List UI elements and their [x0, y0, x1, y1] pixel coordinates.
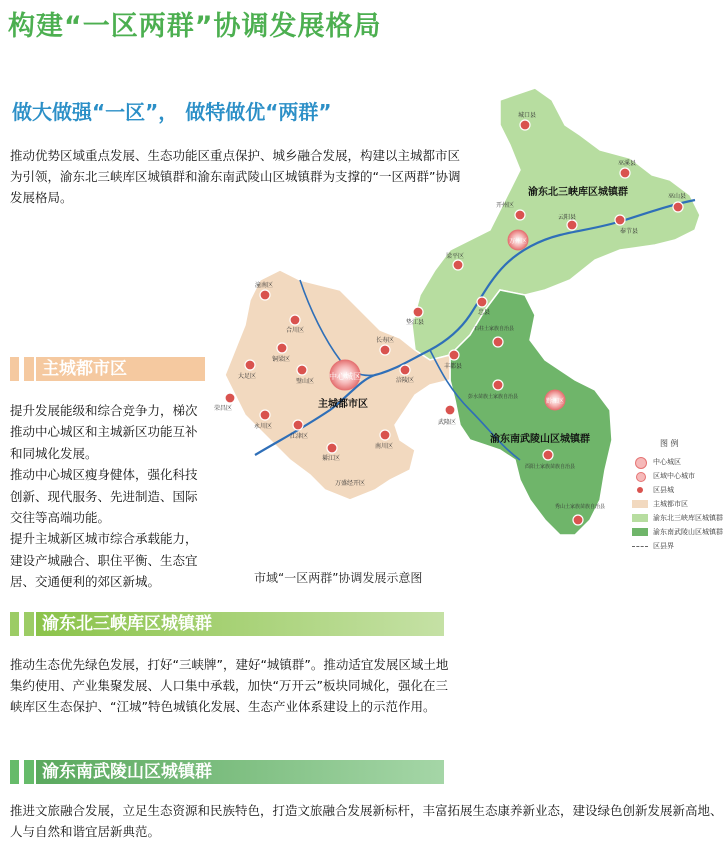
fengjie-marker: [615, 215, 625, 225]
legend-main-swatch: [632, 500, 648, 508]
legend-county-symbol: [632, 486, 648, 494]
legend-southeast-swatch: [632, 528, 648, 536]
wushan-marker: [673, 202, 683, 212]
heading-notch: [24, 612, 34, 636]
section-heading-southeast: [10, 760, 444, 784]
youyang-marker: [543, 450, 553, 460]
kaizhou-label: 开州区: [496, 203, 515, 209]
legend-center-symbol: [632, 458, 648, 466]
legend-label: 主城都市区: [653, 500, 688, 508]
yongchuan-marker: [260, 410, 270, 420]
tongliang-marker: [277, 343, 287, 353]
northeast-region-shape: [412, 88, 700, 360]
rongchang-marker: [225, 393, 235, 403]
wansheng-label: 万盛经开区: [335, 481, 366, 487]
hechuan-marker: [290, 315, 300, 325]
main-line-1: 提升发展能级和综合竞争力，梯次推动中心城区和主城新区功能互补和同城化发展。: [10, 403, 198, 461]
wushan-label: 巫山县: [668, 194, 687, 200]
tongnan-label: 潼南区: [255, 283, 274, 289]
heading-text: 渝东南武陵山区城镇群: [36, 760, 444, 784]
wulong-label: 武隆区: [438, 420, 457, 426]
dianjiang-marker: [413, 307, 423, 317]
page-title: 构建“一区两群”协调发展格局: [8, 11, 382, 42]
yunyang-label: 云阳县: [558, 215, 577, 221]
liangping-label: 梁平区: [446, 254, 465, 260]
shizhu-marker: [493, 337, 503, 347]
wuxi-marker: [620, 168, 630, 178]
legend-item-southeast: [632, 525, 727, 539]
dianjiang-label: 垫江县: [406, 320, 425, 326]
wulong-marker: [445, 405, 455, 415]
tongnan-marker: [260, 290, 270, 300]
nanchuan-label: 南川区: [375, 444, 394, 450]
changshou-marker: [380, 345, 390, 355]
heading-notch: [24, 760, 34, 784]
pengshui-label: 彭水苗族土家族自治县: [468, 394, 519, 400]
zhongxian-label: 忠县: [478, 310, 491, 316]
section-heading-northeast: [10, 612, 444, 636]
qijiang-label: 綦江区: [322, 456, 341, 462]
legend-label: 区县界: [653, 542, 674, 550]
dazu-label: 大足区: [238, 374, 257, 380]
legend-label: 渝东南武陵山区城镇群: [653, 528, 723, 536]
wanzhou-label: 万州区: [508, 239, 528, 245]
legend-item-center: [632, 455, 727, 469]
xiushan-marker: [573, 515, 583, 525]
heading-text: 渝东北三峡库区城镇群: [36, 612, 444, 636]
map-caption: 市域“一区两群”协调发展示意图: [254, 571, 423, 585]
fuling-marker: [400, 365, 410, 375]
chengkou-label: 城口县: [518, 113, 537, 119]
legend-label: 中心城区: [653, 458, 681, 466]
section-heading-main: [10, 357, 205, 381]
nanchuan-marker: [380, 430, 390, 440]
pengshui-marker: [493, 380, 503, 390]
legend-boundary-symbol: [632, 542, 648, 550]
rongchang-label: 荣昌区: [214, 406, 233, 412]
chengkou-marker: [520, 120, 530, 130]
qianjiang-label: 黔江区: [545, 399, 565, 405]
changshou-label: 长寿区: [376, 338, 395, 344]
dazu-marker: [245, 360, 255, 370]
northeast-region-label: 渝东北三峡库区城镇群: [528, 187, 628, 198]
section-main-body: [10, 400, 200, 593]
liangping-marker: [453, 260, 463, 270]
map-legend: [632, 438, 727, 553]
heading-bar: [10, 760, 19, 784]
jiangjin-marker: [293, 420, 303, 430]
legend-item-boundary: [632, 539, 727, 553]
kaizhou-marker: [515, 210, 525, 220]
legend-item-northeast: [632, 511, 727, 525]
section-southeast-body: 推进文旅融合发展，立足生态资源和民族特色，打造文旅融合发展新标杆，丰富拓展生态康养新业态，建设绿色创新发展新高地、人与自然和谐宜居新典范。: [10, 803, 723, 839]
heading-text: 主城都市区: [36, 357, 205, 381]
intro-paragraph: 推动优势区域重点发展、生态功能区重点保护、城乡融合发展，构建以主城都市区为引领，渝东北三峡库区城镇群和渝东南武陵山区城镇群为支撑的“一区两群”协调发展格局。: [10, 148, 461, 205]
fengdu-label: 丰都县: [444, 364, 463, 370]
wuxi-label: 巫溪县: [618, 161, 637, 167]
main-line-2: 推动中心城区瘦身健体，强化科技创新、现代服务、先进制造、国际交往等高端功能。: [10, 467, 198, 526]
yongchuan-label: 永川区: [254, 424, 273, 430]
legend-regional-symbol: [632, 472, 648, 480]
qijiang-marker: [327, 443, 337, 453]
heading-notch: [24, 357, 34, 381]
zhongxian-marker: [477, 297, 487, 307]
section-northeast-body: 推动生态优先绿色发展，打好“三峡牌”，建好“城镇群”。推动适宜发展区域土地集约使用、产业集聚发展、人口集中承载，加快“万开云”板块同城化，强化在三峡库区生态保护、“江城”特色城镇化发展、生态产业体系建设上的示范作用。: [10, 657, 449, 714]
fuling-label: 涪陵区: [396, 378, 415, 384]
legend-label: 渝东北三峡库区城镇群: [653, 514, 723, 522]
yunyang-marker: [567, 220, 577, 230]
fengdu-marker: [449, 350, 459, 360]
bishan-marker: [297, 365, 307, 375]
xiushan-label: 秀山土家族苗族自治县: [555, 504, 606, 510]
main-region-label: 主城都市区: [318, 399, 368, 410]
fengjie-label: 奉节县: [620, 229, 639, 235]
legend-label: 区域中心城市: [653, 472, 695, 480]
jiangjin-label: 江津区: [290, 434, 309, 440]
page-subtitle: 做大做强“一区”， 做特做优“两群”: [12, 100, 332, 124]
hechuan-label: 合川区: [286, 328, 305, 334]
center-city-label: 中心城区: [329, 372, 361, 381]
legend-northeast-swatch: [632, 514, 648, 522]
bishan-label: 璧山区: [296, 379, 315, 385]
legend-label: 区县城: [653, 486, 674, 494]
main-line-3: 提升主城新区城市综合承载能力，建设产城融合、职住平衡、生态宜居、交通便利的郊区新城。: [10, 531, 198, 590]
shizhu-label: 石柱土家族自治县: [474, 326, 515, 332]
legend-title: 图 例: [660, 439, 679, 448]
legend-item-county: [632, 483, 727, 497]
legend-item-main: [632, 497, 727, 511]
tongliang-label: 铜梁区: [272, 357, 291, 363]
heading-bar: [10, 612, 19, 636]
southeast-region-label: 渝东南武陵山区城镇群: [490, 434, 590, 445]
youyang-label: 酉阳土家族苗族自治县: [525, 464, 576, 470]
heading-bar: [10, 357, 19, 381]
legend-item-regional-center: [632, 469, 727, 483]
